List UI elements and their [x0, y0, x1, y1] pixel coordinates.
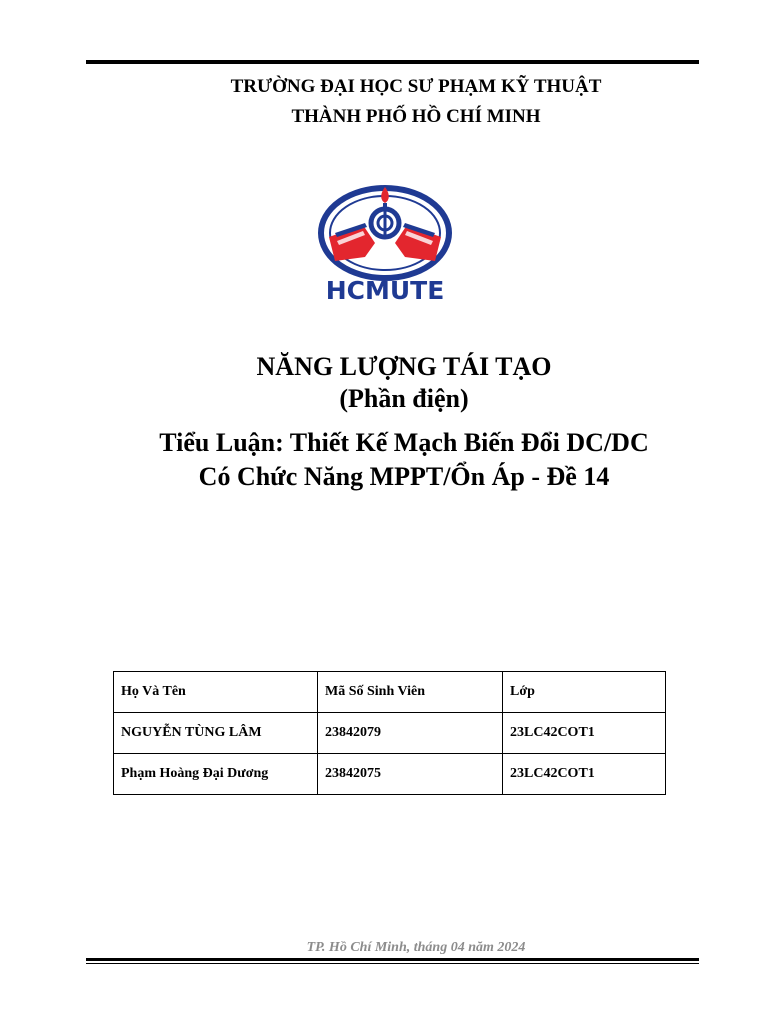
university-logo [305, 175, 465, 305]
cell-name: Phạm Hoàng Đại Dương [114, 754, 318, 795]
table-row [114, 713, 666, 754]
bottom-rule-thick [86, 958, 699, 961]
bottom-rule-thin [86, 963, 699, 964]
cell-class: 23LC42COT1 [503, 754, 666, 795]
course-title: NĂNG LƯỢNG TÁI TẠO [256, 352, 552, 381]
university-name-line2: THÀNH PHỐ HỒ CHÍ MINH [291, 106, 541, 127]
table-row [114, 754, 666, 795]
cell-student-id: 23842079 [318, 713, 503, 754]
essay-title-line2: Có Chức Năng MPPT/Ổn Áp - Đề 14 [198, 462, 610, 491]
table-header-row [114, 672, 666, 713]
logo-text: HCMUTE [325, 276, 445, 305]
header-cell-name: Họ Và Tên [114, 672, 318, 713]
course-subtitle: (Phần điện) [339, 384, 469, 413]
header-cell-class: Lớp [503, 672, 666, 713]
cell-class: 23LC42COT1 [503, 713, 666, 754]
cell-name: NGUYỄN TÙNG LÂM [114, 713, 318, 754]
student-table [113, 671, 666, 795]
top-rule [86, 60, 699, 64]
university-name-line1: TRƯỜNG ĐẠI HỌC SƯ PHẠM KỸ THUẬT [230, 76, 602, 97]
hcmute-logo-icon [305, 175, 465, 305]
place-and-date: TP. Hồ Chí Minh, tháng 04 năm 2024 [306, 940, 526, 955]
cell-student-id: 23842075 [318, 754, 503, 795]
essay-title-line1: Tiểu Luận: Thiết Kế Mạch Biến Đổi DC/DC [159, 428, 649, 457]
header-cell-student-id: Mã Số Sinh Viên [318, 672, 503, 713]
